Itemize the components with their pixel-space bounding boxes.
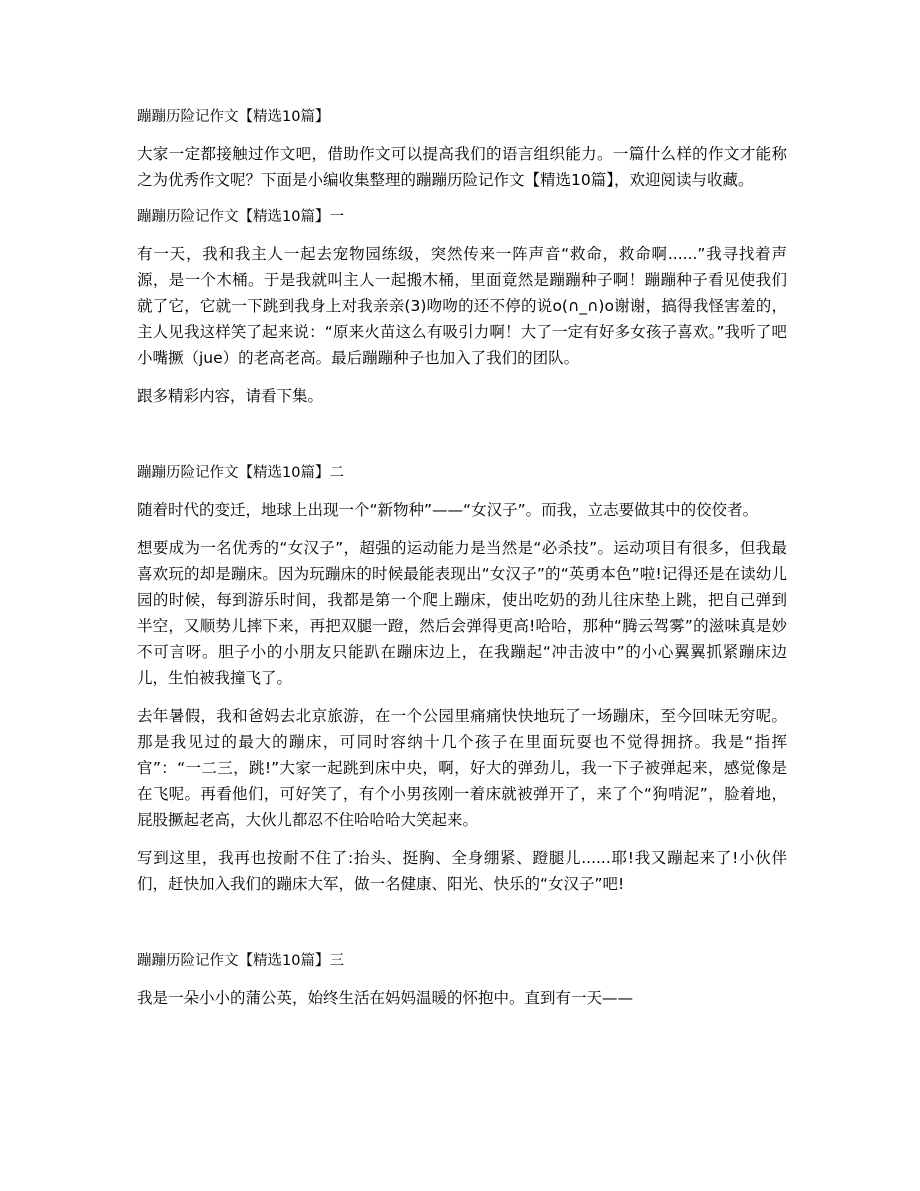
section-1-paragraph-1: 有一天，我和我主人一起去宠物园练级，突然传来一阵声音“救命，救命啊......”我寻找着声源，是一个木桶。于是我就叫主人一起搬木桶，里面竟然是蹦蹦种子啊！蹦蹦种子看见使我们就了它，它就一下跳到我身上对我亲亲(3)吻吻的还不停的说o(∩_∩)o谢谢，搞得我怪害羞的，主人见我这样笑了起来说：“原来火苗这么有吸引力啊！大了一定有好多女孩子喜欢。”我听了吧小嘴撅（jue）的老高老高。最后蹦蹦种子也加入了我们的团队。 — [137, 245, 787, 367]
section-2-paragraph-2: 想要成为一名优秀的“女汉子”，超强的运动能力是当然是“必杀技”。运动项目有很多，但我最喜欢玩的却是蹦床。因为玩蹦床的时候最能表现出“女汉子”的“英勇本色”啦!记得还是在读幼儿园的时候，每到游乐时间，我都是第一个爬上蹦床，使出吃奶的劲儿往床垫上跳，把自己弹到半空，又顺势儿摔下来，再把双腿一蹬，然后会弹得更高!哈哈，那种“腾云驾雾”的滋味真是妙不可言呀。胆子小的小朋友只能趴在蹦床边上，在我蹦起“冲击波中”的小心翼翼抓紧蹦床边儿，生怕被我撞飞了。 — [137, 539, 787, 687]
document-content — [137, 105, 787, 1023]
section-1-heading: 蹦蹦历险记作文【精选10篇】一 — [137, 209, 344, 225]
section-2-heading: 蹦蹦历险记作文【精选10篇】二 — [137, 465, 344, 481]
intro-paragraph: 大家一定都接触过作文吧，借助作文可以提高我们的语言组织能力。一篇什么样的作文才能称之为优秀作文呢？下面是小编收集整理的蹦蹦历险记作文【精选10篇】，欢迎阅读与收藏。 — [137, 145, 787, 189]
section-2-paragraph-1: 随着时代的变迁，地球上出现一个“新物种”——“女汉子”。而我，立志要做其中的佼佼者。 — [137, 501, 759, 519]
section-1-paragraph-2: 跟多精彩内容，请看下集。 — [137, 387, 324, 405]
section-3-paragraph-1: 我是一朵小小的蒲公英，始终生活在妈妈温暖的怀抱中。直到有一天—— — [137, 989, 634, 1007]
section-2-paragraph-3: 去年暑假，我和爸妈去北京旅游，在一个公园里痛痛快快地玩了一场蹦床，至今回味无穷呢。那是我见过的最大的蹦床，可同时容纳十几个孩子在里面玩耍也不觉得拥挤。我是“指挥官”：“一二三，跳!”大家一起跳到床中央，啊，好大的弹劲儿，我一下子被弹起来，感觉像是在飞呢。再看他们，可好笑了，有个小男孩刚一着床就被弹开了，来了个“狗啃泥”，脸着地，屁股撅起老高，大伙儿都忍不住哈哈哈大笑起来。 — [137, 707, 787, 829]
section-spacer — [137, 421, 787, 461]
document-title: 蹦蹦历险记作文【精选10篇】 — [137, 109, 330, 125]
section-3-heading: 蹦蹦历险记作文【精选10篇】三 — [137, 953, 344, 969]
section-2-paragraph-4: 写到这里，我再也按耐不住了:抬头、挺胸、全身绷紧、蹬腿儿......耶!我又蹦起来了!小伙伴们，赶快加入我们的蹦床大军，做一名健康、阳光、快乐的“女汉子”吧! — [137, 849, 787, 893]
section-spacer — [137, 909, 787, 949]
